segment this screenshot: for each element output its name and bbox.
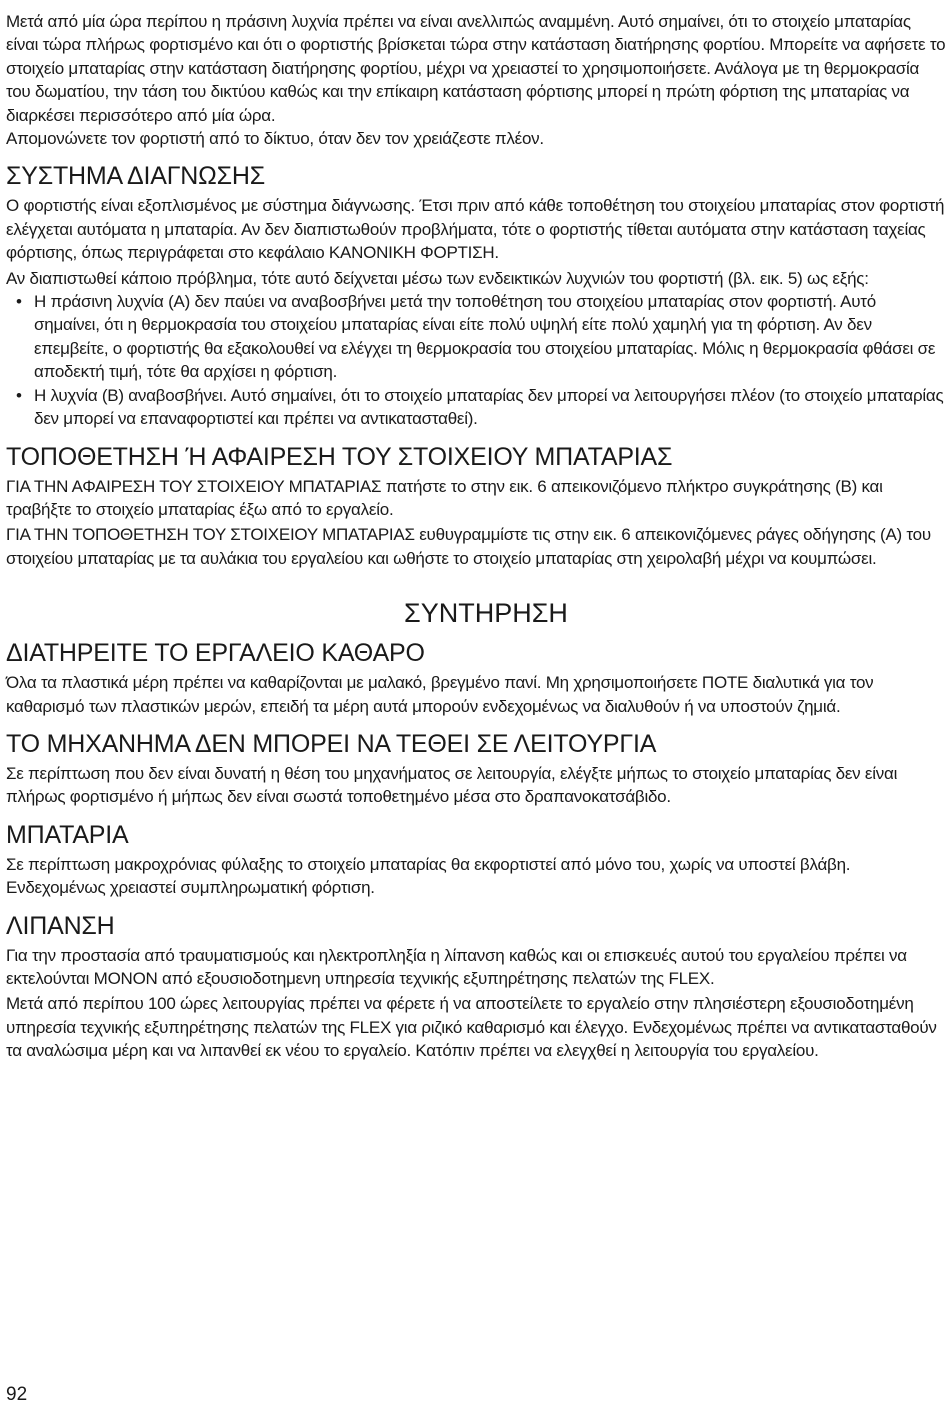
battery-heading: ΜΠΑΤΑΡΙΑ — [6, 820, 129, 849]
lubrication-subsection — [6, 911, 946, 1063]
insertion-paragraph: ΓΙΑ ΤΗΝ ΤΟΠΟΘΕΤΗΣΗ ΤΟΥ ΣΤΟΙΧΕΙΟΥ ΜΠΑΤΑΡΙΑΣ ευθυγραμμίστε τις στην εικ. 6 απεικονιζόμενες ράγες οδήγησης (Α) του στοιχείου μπαταρίας με τα αυλάκια του εργαλείου και ωθήστε το στοιχείο μπαταρίας στη χειρολαβή μέχρι να κουμπώσει. — [6, 525, 931, 568]
maintenance-section — [6, 597, 946, 1062]
clean-heading: ΔΙΑΤΗΡΕΙΤΕ ΤΟ ΕΡΓΑΛΕΙΟ ΚΑΘΑΡΟ — [6, 639, 425, 668]
battery-paragraph: Σε περίπτωση μακροχρόνιας φύλαξης το στοιχείο μπαταρίας θα εκφορτιστεί από μόνο του, χωρίς να υποστεί βλάβη. Ενδεχομένως χρειαστεί συμπληρωματική φόρτιση. — [6, 854, 851, 898]
clean-subsection — [6, 638, 946, 718]
document-page — [6, 10, 946, 1063]
lubrication-paragraph-1: Για την προστασία από τραυματισμούς και ηλεκτροπληξία η λίπανση καθώς και οι επισκευές αυτού του εργαλείου πρέπει να εκτελούνται ΜΟΝΟΝ από εξουσιοδοτημενη υπηρεσία τεχνικής εξυπηρέτησης πελατών της FLEX. — [6, 945, 907, 988]
diagnosis-paragraph-2: Αν διαπιστωθεί κάποιο πρόβλημα, τότε αυτό δείχνεται μέσω των ενδεικτικών λυχνιών του φορτιστή (βλ. εικ. 5) ως εξής: — [6, 268, 869, 288]
insert-remove-section — [6, 442, 946, 571]
not-working-heading: ΤΟ ΜΗΧΑΝΗΜΑ ΔΕΝ ΜΠΟΡΕΙ ΝΑ ΤΕΘΕΙ ΣΕ ΛΕΙΤΟΥΡΓΙΑ — [6, 729, 657, 758]
bullet-lamp-b: • Η λυχνία (Β) αναβοσβήνει. Αυτό σημαίνει, ότι το στοιχείο μπαταρίας δεν μπορεί να λειτουργήσει πλέον (το στοιχείο μπαταρίας δεν μπορεί να επαναφορτιστεί και πρέπει να αντικατασταθεί). — [6, 384, 946, 431]
diagnosis-paragraph-1: Ο φορτιστής είναι εξοπλισμένος με σύστημα διάγνωσης. Έτσι πριν από κάθε τοποθέτηση του στοιχείου μπαταρίας στον φορτιστή ελέγχεται αυτόματα η μπαταρία. Αν δεν διαπιστωθούν προβλήματα, τότε ο φορτιστής τίθεται αυτόματα στην κατάσταση ταχείας φόρτισης, όπως περιγράφεται στο κεφάλαιο ΚΑΝΟΝΙΚΗ ΦΟΡΤΙΣΗ. — [6, 196, 945, 263]
clean-paragraph: Όλα τα πλαστικά μέρη πρέπει να καθαρίζονται με μαλακό, βρεγμένο πανί. Μη χρησιμοποιήσετε ΠΟΤΕ διαλυτικά για τον καθαρισμό των πλαστικών μερών, επειδή τα μέρη αυτά μπορούν ενδεχομένως να διαλυθούν ή να υποστούν ζημιά. — [6, 673, 874, 716]
page-number: 92 — [6, 1384, 28, 1405]
removal-paragraph: ΓΙΑ ΤΗΝ ΑΦΑΙΡΕΣΗ ΤΟΥ ΣΤΟΙΧΕΙΟΥ ΜΠΑΤΑΡΙΑΣ πατήστε το στην εικ. 6 απεικονιζόμενο πλήκτρο συγκράτησης (Β) και τραβήξτε το στοιχείο μπαταρίας έξω από το εργαλείο. — [6, 476, 883, 519]
charging-completion-section — [6, 10, 946, 150]
bullet-green-lamp: • Η πράσινη λυχνία (Α) δεν παύει να αναβοσβήνει μετά την τοποθέτηση του στοιχείου μπαταρίας στον φορτιστή. Αυτό σημαίνει, ότι η θερμοκρασία του στοιχείου μπαταρίας είναι είτε πολύ υψηλή είτε πολύ χαμηλή για τη φόρτιση. Αν δεν επεμβείτε, ο φορτιστής θα εξακολουθεί να ελέγχει τη θερμοκρασία του στοιχείου μπαταρίας. Μόλις η θερμοκρασία φθάσει σε αποδεκτή τιμή, τότε θα αρχίσει η φόρτιση. — [6, 290, 946, 384]
battery-subsection — [6, 820, 946, 900]
not-working-paragraph: Σε περίπτωση που δεν είναι δυνατή η θέση του μηχανήματος σε λειτουργία, ελέγξτε μήπως το στοιχείο μπαταρίας δεν είναι πλήρως φορτισμένο ή μήπως δεν είναι σωστά τοποθετημένο μέσα στο δραπανοκατσάβιδο. — [6, 763, 898, 807]
charging-paragraph: Μετά από μία ώρα περίπου η πράσινη λυχνία πρέπει να είναι ανελλιπώς αναμμένη. Αυτό σημαίνει, ότι το στοιχείο μπαταρίας είναι τώρα πλήρως φορτισμένο και ότι ο φορτιστής βρίσκεται τώρα στην κατάσταση διατήρησης φορτίου. Μπορείτε να αφήσετε το στοιχείο μπαταρίας στην κατάσταση διατήρησης φορτίου, μέχρι να χρειαστεί το χρησιμοποιήσετε. Ανάλογα με τη θερμοκρασία του δωματίου, την τάση του δικτύου καθώς και την επίκαιρη κατάσταση φόρτισης μπορεί η πρώτη φόρτιση της μπαταρίας να διαρκέσει περισσότερο από μία ώρα. — [6, 12, 946, 125]
maintenance-title: ΣΥΝΤΗΡΗΣΗ — [404, 598, 568, 629]
diagnosis-bullet-list — [6, 290, 946, 430]
lubrication-heading: ΛΙΠΑΝΣΗ — [6, 911, 115, 940]
lubrication-paragraph-2: Μετά από περίπου 100 ώρες λειτουργίας πρέπει να φέρετε ή να αποστείλετε το εργαλείο στην πλησιέστερη εξουσιοδοτημένη υπηρεσία τεχνικής εξυπηρέτησης πελατών της FLEX για ριζικό καθαρισμό και έλεγχο. Ενδεχομένως πρέπει να αντικατασταθούν τα αναλώσιμα μέρη και να λιπανθεί εκ νέου το εργαλείο. Κατόπιν πρέπει να ελεγχθεί η λειτουργία του εργαλείου. — [6, 994, 937, 1061]
insert-remove-heading: ΤΟΠΟΘΕΤΗΣΗ Ή ΑΦΑΙΡΕΣΗ ΤΟΥ ΣΤΟΙΧΕΙΟΥ ΜΠΑΤΑΡΙΑΣ — [6, 442, 673, 471]
not-working-subsection — [6, 729, 946, 809]
disconnect-paragraph: Απομονώνετε τον φορτιστή από το δίκτυο, όταν δεν τον χρειάζεστε πλέον. — [6, 129, 544, 149]
diagnosis-section — [6, 161, 946, 430]
diagnosis-heading: ΣΥΣΤΗΜΑ ΔΙΑΓΝΩΣΗΣ — [6, 162, 265, 191]
